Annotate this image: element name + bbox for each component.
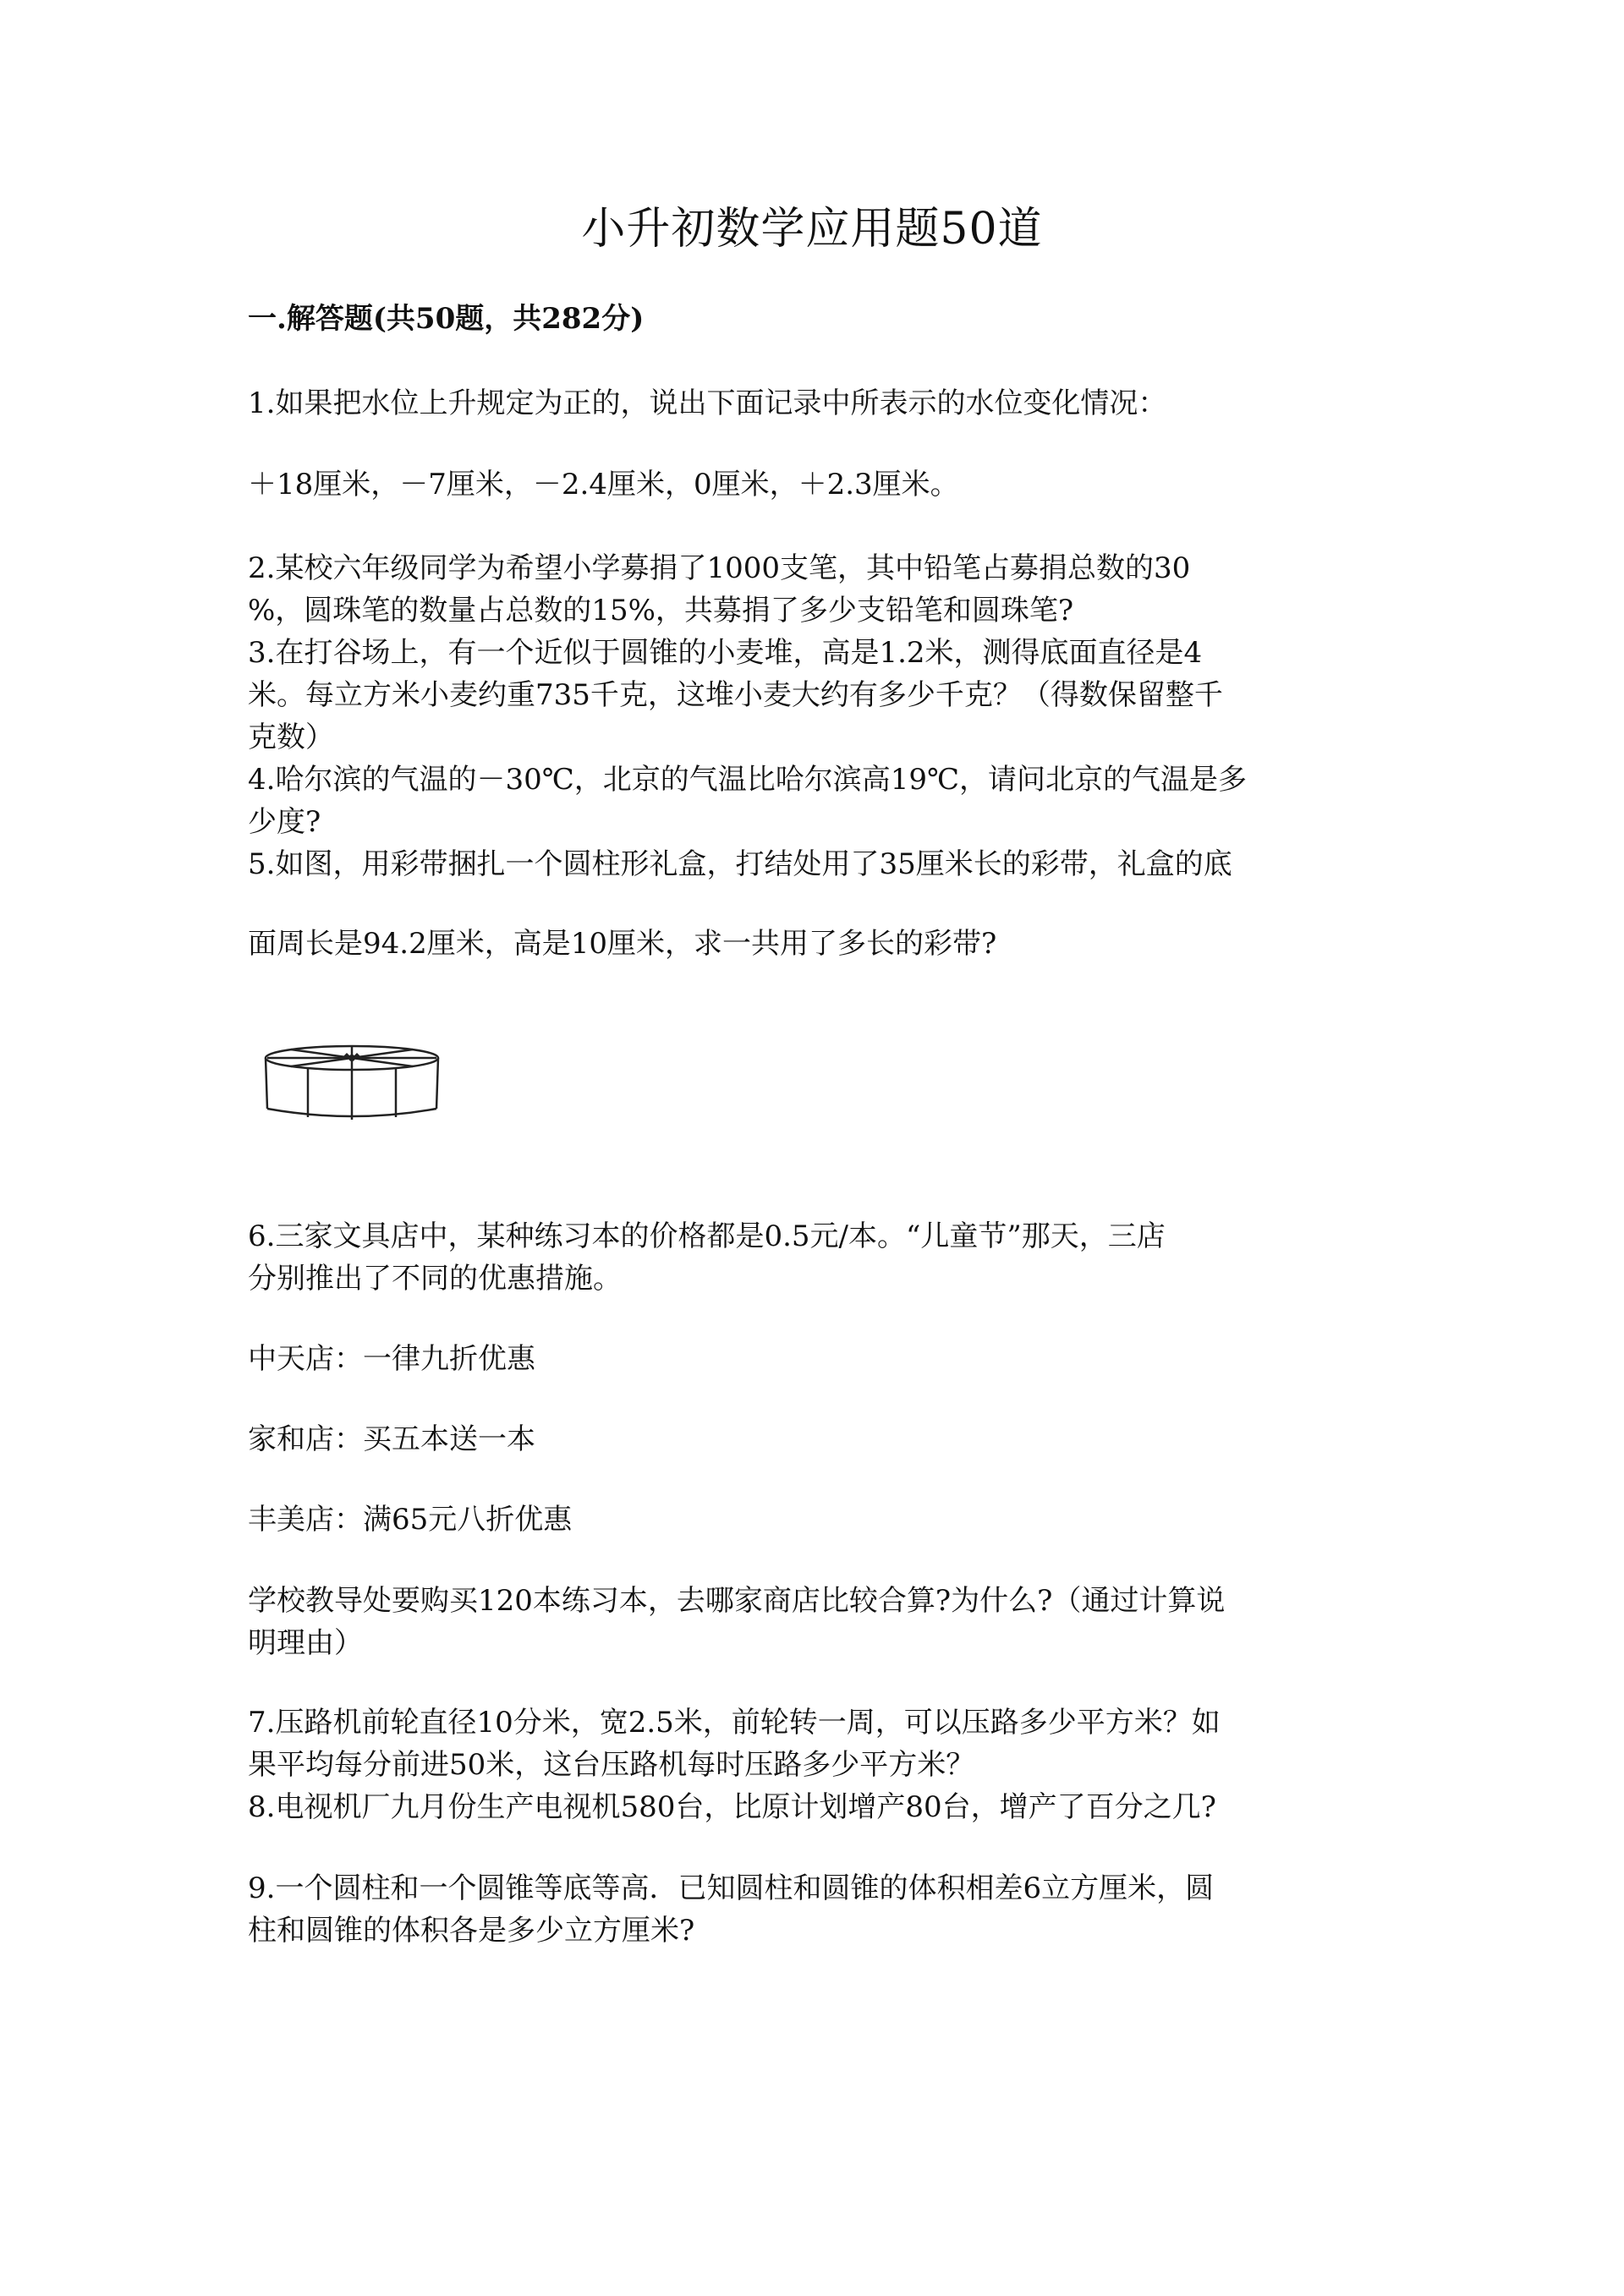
question-1-line-2: ＋18厘米，－7厘米，－2.4厘米，0厘米，＋2.3厘米。 (248, 468, 959, 501)
question-4-line-2: 少度? (248, 805, 321, 839)
question-5-line-2: 面周长是94.2厘米，高是10厘米，求一共用了多长的彩带? (248, 927, 997, 961)
question-6-line-4: 家和店：买五本送一本 (248, 1422, 535, 1456)
question-6-line-2: 分别推出了不同的优惠措施。 (248, 1262, 622, 1296)
question-7-line-2: 果平均每分前进50米，这台压路机每时压路多少平方米？ (248, 1748, 975, 1782)
question-5-line-1: 5.如图，用彩带捆扎一个圆柱形礼盒，打结处用了35厘米长的彩带，礼盒的底 (248, 847, 1232, 881)
question-6-line-7: 明理由） (248, 1626, 363, 1660)
question-3-line-3: 克数） (248, 721, 334, 754)
question-6-line-1: 6.三家文具店中，某种练习本的价格都是0.5元/本。“儿童节”那天，三店 (248, 1219, 1166, 1253)
question-6-line-6: 学校教导处要购买120本练习本，去哪家商店比较合算?为什么?（通过计算说 (248, 1584, 1226, 1618)
question-7-line-1: 7.压路机前轮直径10分米，宽2.5米，前轮转一周，可以压路多少平方米？如 (248, 1706, 1221, 1740)
page-title: 小升初数学应用题50道 (581, 204, 1043, 255)
question-6-line-5: 丰美店：满65元八折优惠 (248, 1503, 573, 1537)
cylinder-right-edge (436, 1058, 438, 1109)
question-3-line-2: 米。每立方米小麦约重735千克，这堆小麦大约有多少千克？（得数保留整千 (248, 678, 1223, 712)
question-3-line-1: 3.在打谷场上，有一个近似于圆锥的小麦堆，高是1.2米，测得底面直径是4 (248, 636, 1203, 670)
question-9-line-2: 柱和圆锥的体积各是多少立方厘米? (248, 1914, 695, 1948)
question-9-line-1: 9.一个圆柱和一个圆锥等底等高．已知圆柱和圆锥的体积相差6立方厘米，圆 (248, 1871, 1215, 1905)
question-6-line-3: 中天店：一律九折优惠 (248, 1342, 535, 1376)
cylinder-left-edge (266, 1058, 267, 1109)
question-4-line-1: 4.哈尔滨的气温的－30℃，北京的气温比哈尔滨高19℃，请问北京的气温是多 (248, 763, 1248, 797)
question-2-line-2: %，圆珠笔的数量占总数的15%，共募捐了多少支铅笔和圆珠笔? (248, 594, 1074, 627)
question-1-line-1: 1.如果把水位上升规定为正的，说出下面记录中所表示的水位变化情况： (248, 386, 1167, 420)
gift-box-cylinder-figure (259, 1036, 445, 1129)
question-8-line-1: 8.电视机厂九月份生产电视机580台，比原计划增产80台，增产了百分之几? (248, 1790, 1216, 1824)
question-2-line-1: 2.某校六年级同学为希望小学募捐了1000支笔，其中铅笔占募捐总数的30 (248, 551, 1191, 585)
section-heading: 一.解答题(共50题，共282分) (248, 302, 645, 336)
